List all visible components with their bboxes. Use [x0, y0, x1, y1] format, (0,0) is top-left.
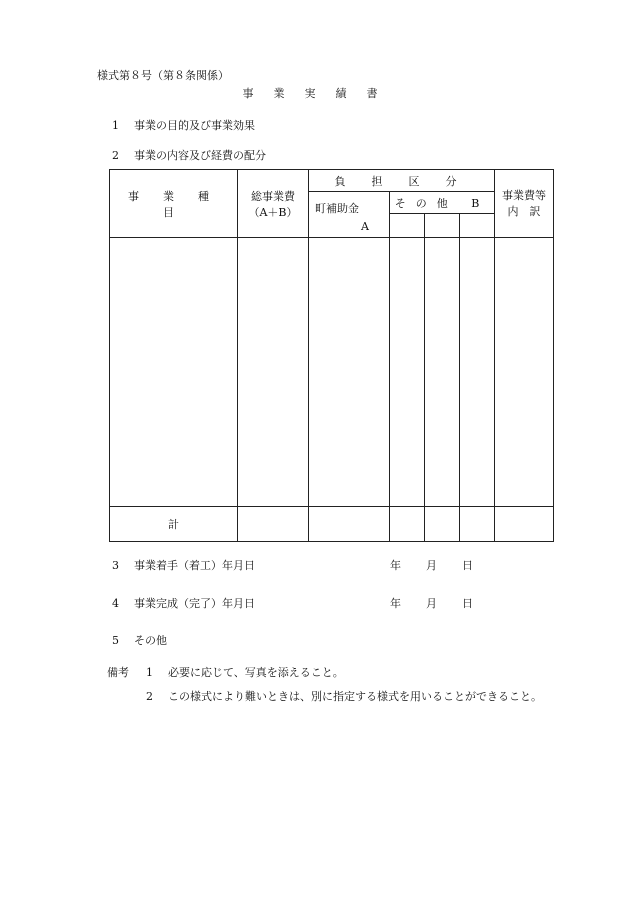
total-cell-town-subsidy[interactable] [309, 506, 390, 541]
section-5-number: 5 [112, 634, 119, 647]
section-3-text: 事業着手（着工）年月日 [134, 559, 255, 572]
header-town-subsidy-line1: 町補助金 [315, 202, 359, 216]
section-2-number: 2 [112, 149, 119, 162]
remark-note-2 [146, 688, 542, 704]
start-date-month-label: 月 [426, 559, 437, 572]
header-total-cost-line1: 総事業費 [251, 189, 295, 203]
total-cell-other-3[interactable] [460, 506, 495, 541]
header-cost-breakdown [495, 170, 554, 238]
cell-town-subsidy[interactable] [309, 238, 390, 507]
total-cell-breakdown[interactable] [495, 506, 554, 541]
header-other-b: その他 B [390, 192, 495, 214]
section-1-text: 事業の目的及び事業効果 [134, 119, 255, 132]
section-2-text: 事業の内容及び経費の配分 [134, 149, 266, 162]
document-title: 事業実績書 [242, 87, 398, 100]
section-4 [112, 595, 255, 611]
completion-date-month-label: 月 [426, 597, 437, 610]
header-town-subsidy-line2: A [361, 220, 369, 234]
completion-date-day-label: 日 [462, 597, 473, 610]
section-3 [112, 557, 255, 573]
remark-note-2-number: 2 [146, 690, 153, 703]
cell-other-1[interactable] [390, 238, 425, 507]
table-body-row [110, 238, 554, 507]
section-2 [112, 147, 266, 163]
completion-date-year-label: 年 [390, 597, 401, 610]
header-cost-breakdown-line2: 内 訳 [507, 204, 541, 218]
start-date-year-label: 年 [390, 559, 401, 572]
cell-breakdown[interactable] [495, 238, 554, 507]
total-row-label: 計 [110, 506, 238, 541]
header-total-cost [238, 170, 309, 238]
start-date-field[interactable] [390, 557, 498, 573]
cell-other-3[interactable] [460, 238, 495, 507]
remark-note-1-number: 1 [146, 666, 153, 679]
total-cell-other-1[interactable] [390, 506, 425, 541]
section-1-number: 1 [112, 119, 119, 132]
section-3-number: 3 [112, 559, 119, 572]
start-date-day-label: 日 [462, 559, 473, 572]
header-cost-breakdown-line1: 事業費等 [502, 188, 546, 202]
form-label: 様式第８号（第８条関係） [97, 69, 229, 82]
total-cell-other-2[interactable] [425, 506, 460, 541]
cell-total-cost[interactable] [238, 238, 309, 507]
remark-note-2-text: この様式により難いときは、別に指定する様式を用いることができること。 [168, 690, 542, 703]
section-5-text: その他 [134, 634, 167, 647]
header-other-sub-2 [425, 214, 460, 238]
table-total-row [110, 506, 554, 541]
header-town-subsidy [309, 192, 390, 238]
header-other-sub-1 [390, 214, 425, 238]
expense-table [109, 169, 554, 542]
total-cell-total-cost[interactable] [238, 506, 309, 541]
completion-date-field[interactable] [390, 595, 498, 611]
header-other-sub-3 [460, 214, 495, 238]
remark-note-1 [146, 664, 344, 680]
section-5 [112, 632, 167, 648]
cell-other-2[interactable] [425, 238, 460, 507]
header-project-type: 事業種目 [110, 170, 238, 238]
section-4-number: 4 [112, 597, 119, 610]
header-burden-division: 負担区分 [309, 170, 495, 192]
section-1 [112, 117, 255, 133]
remarks-label: 備考 [107, 666, 129, 679]
section-4-text: 事業完成（完了）年月日 [134, 597, 255, 610]
cell-project-type[interactable] [110, 238, 238, 507]
remark-note-1-text: 必要に応じて、写真を添えること。 [168, 666, 344, 679]
header-total-cost-line2: （A＋B） [248, 205, 298, 219]
